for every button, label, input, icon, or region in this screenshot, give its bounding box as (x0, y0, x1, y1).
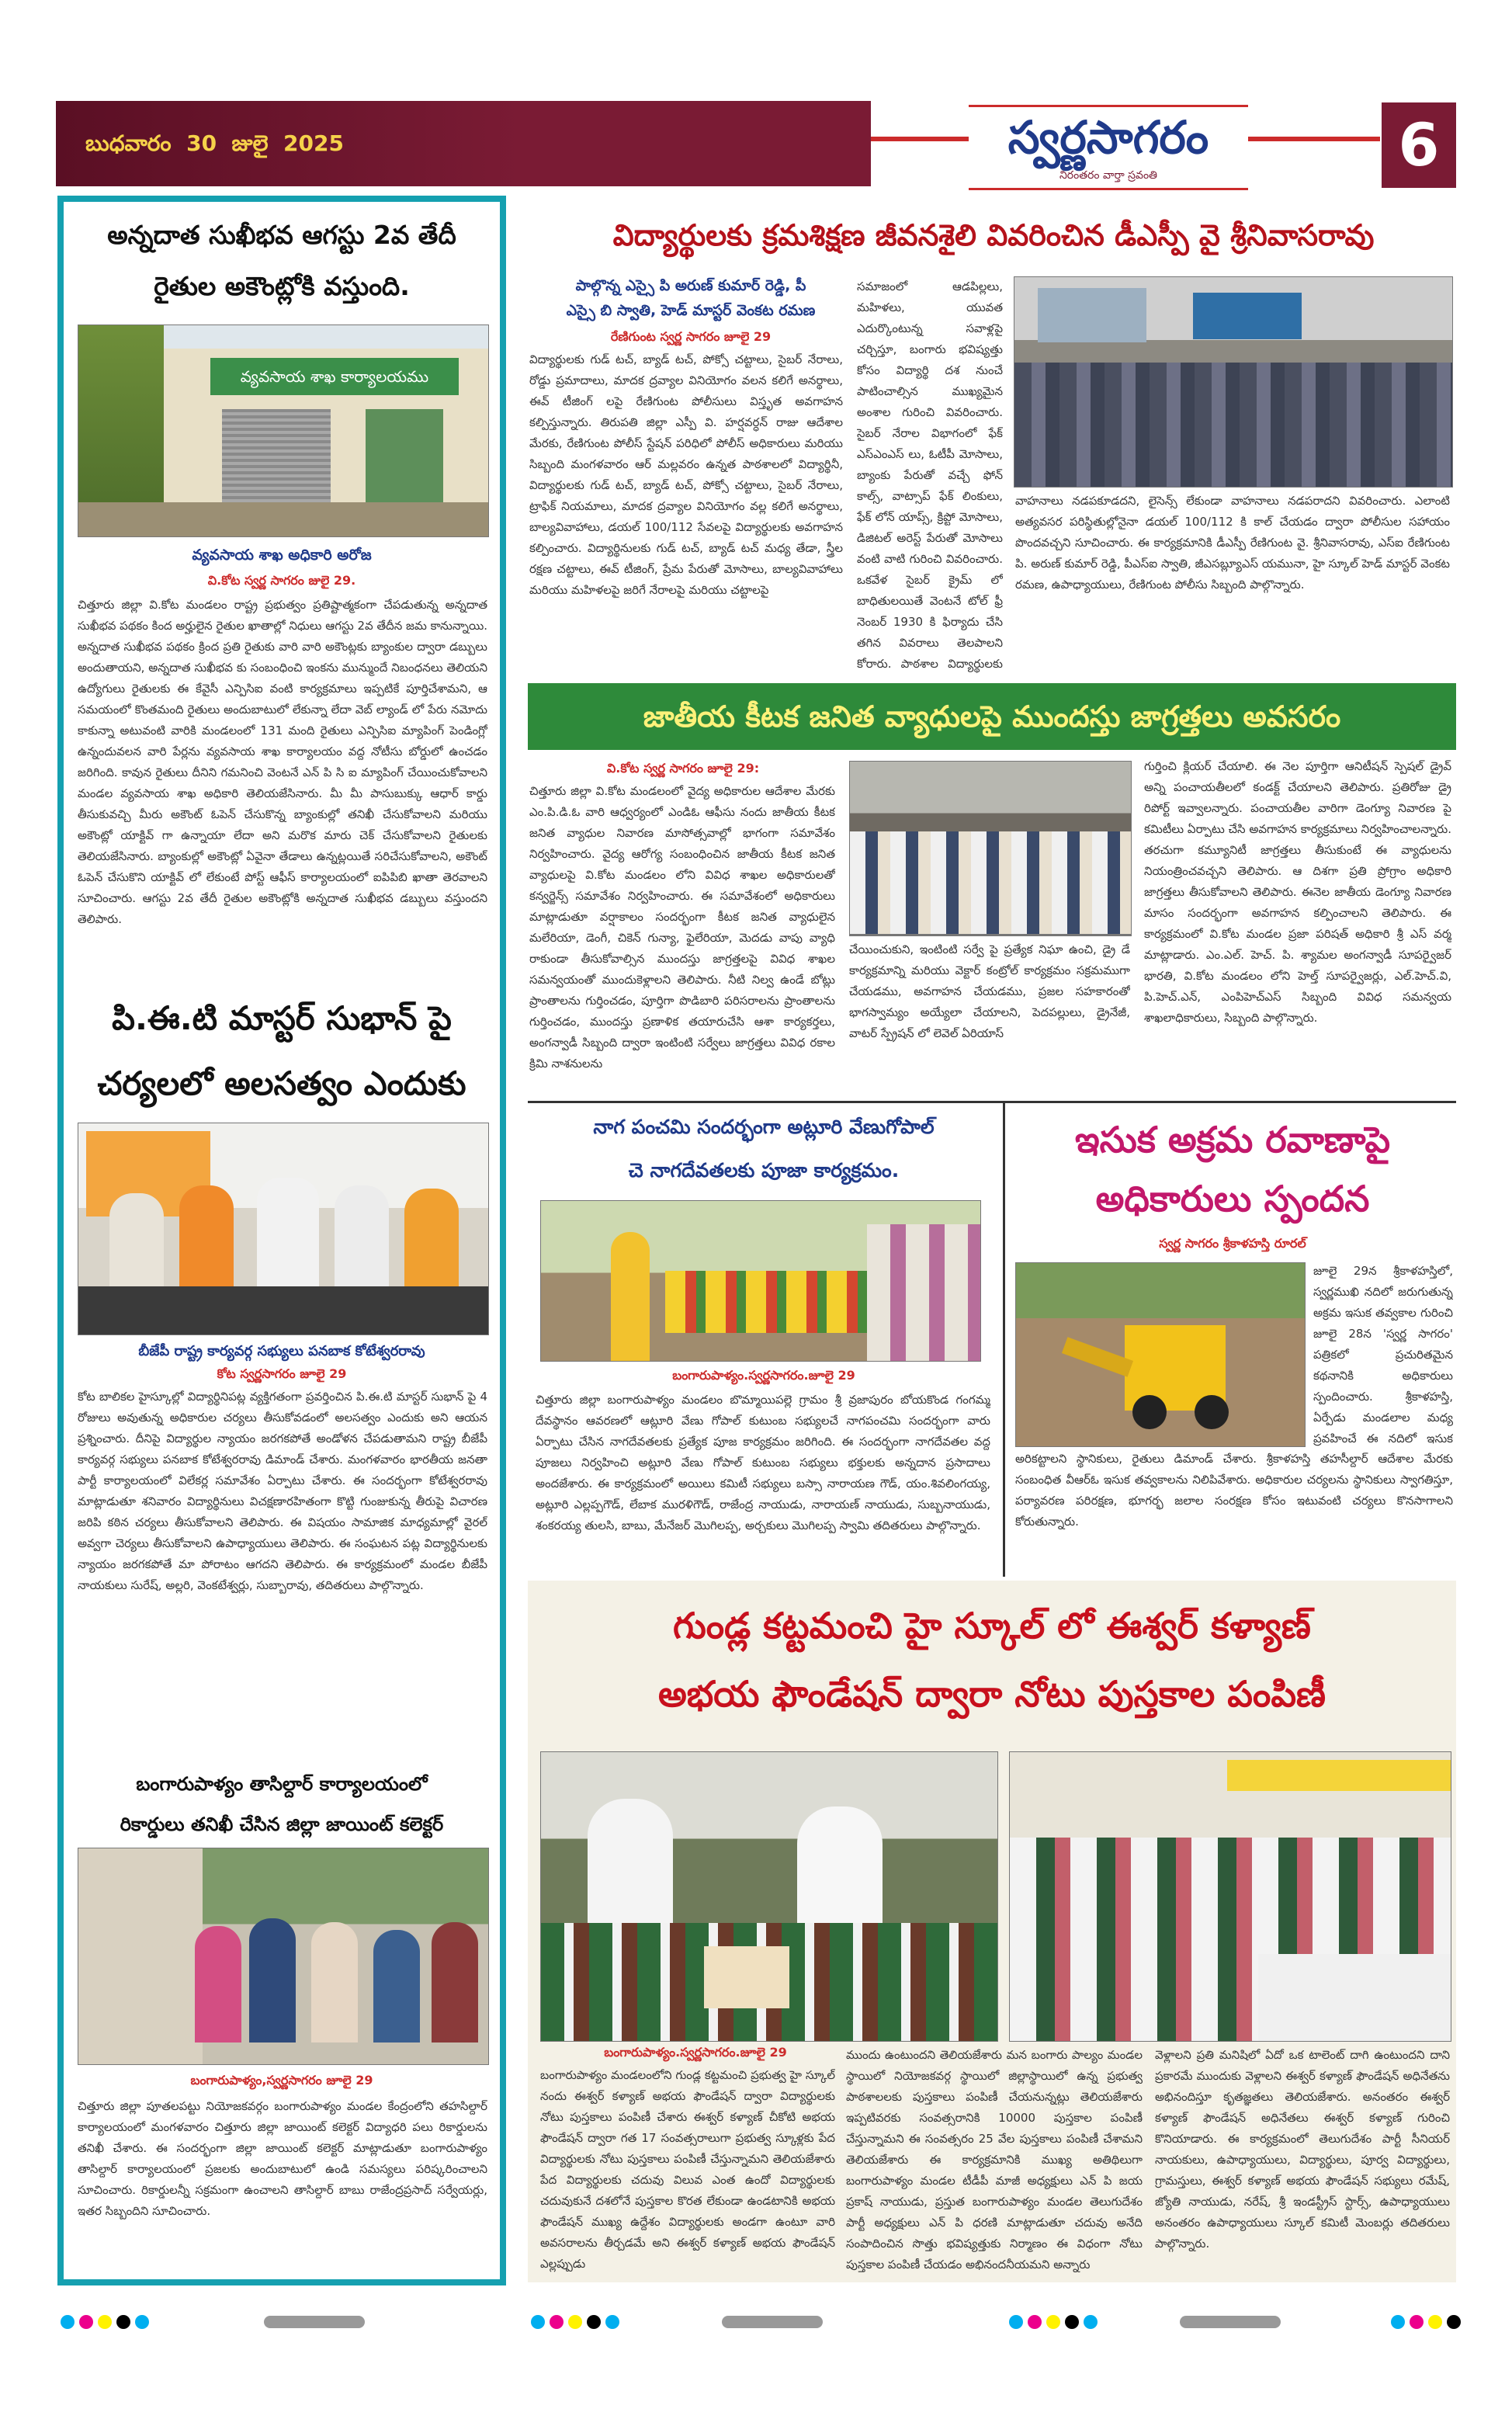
story3-headline (75, 1764, 489, 1845)
sand-body-bottom: అరికట్టాలని స్థానికులు, రైతులు డిమాండ్ చేశారు. శ్రీకాళహస్తి తహసీల్దార్ ఆదేశాల మేరకు సంబంధిత వీఆర్ఓ ఇసుక తవ్వకాలను నిలిపివేశారు. అధికారుల చర్యలను స్థానికులు స్వాగతిస్తూ, పర్యావరణ పరిరక్షణ, భూగర్భ జలాల సంరక్షణ కోసం ఇటువంటి చర్యలు కొనసాగాలని కోరుతున్నారు. (1015, 1452, 1453, 1529)
reg-dot (1028, 2315, 1042, 2329)
photo-table (78, 1286, 488, 1334)
reg-dot (1046, 2315, 1060, 2329)
story1-body: చిత్తూరు జిల్లా వి.కోట మండలం రాష్ట్ర ప్రభుత్వం ప్రతిష్టాత్మకంగా చేపడుతున్న అన్నదాత సుఖీభవ పథకం కింద అర్హులైన రైతుల ఖాతాల్లో నిధులు ఆగస్టు 2వ తేదీన జమ కానున్నాయి. అన్నదాత సుఖీభవ పథకం క్రింద ప్రతి రైతుకు వారి వారి అకౌంట్లకు బ్యాంకుల ద్వారా డబ్బులు అందుతాయని, అన్నదాత సుఖీభవ కు సంబంధించి ఇంకను మున్ముందే నిబంధనలు తెలియని ఉద్యోగులు రైతులకు ఈ కేవైసీ ఎన్పిసిఐ వంటి కార్యక్రమాలు ఇప్పటికే పూర్తిచేశామని, ఆ సమయంలో కొంతమంది రైతులు అందుబాటులో లేకున్నా లేదా వెబ్ ల్యాండ్ లో పేరు నమోదు కాకున్నా అటువంటి వారికి మండలంలో 131 మంది రైతులు ఎన్పిసిఐ మ్యాపింగ్ పెండింగ్లో ఉన్నందువలన వారి పేర్లను వ్యవసాయ శాఖ కార్యాలయం వద్ద నోటీసు బోర్డులో ఉంచడం జరిగింది. కావున రైతులు దీనిని గమనించి వెంటనే ఎన్ పి సి ఐ మ్యాపింగ్ చేయించుకోవాలని మండల వ్యవసాయ శాఖ అధికారి తెలియజేసినారు. మీ మీ పాసుబుక్కు ఆధార్ కార్డు తీసుకువచ్చి మీరు అకౌంట్ ఓపెన్ చేసుకొన్న బ్యాంకుల్లో తనిఖీ చేసుకోవాలని మరియు అకౌంట్లో యాక్టివ్ గా ఉన్నాయా లేదా అని మరొక మారు చెక్ చేసుకోవాలని రైతులకు తెలియజేసినారు. బ్యాంకుల్లో అకౌంట్లో ఏవైనా తేడాలు ఉన్నట్లయితే సరిచేసుకోవాలని, అకౌంట్ ఓపెన్ చేసుకొని యాక్టివ్ లో లేకుంటే పోస్ట్ ఆఫీస్ కార్యాలయంలో ఐపిపిబి ఖాతా తెరవాలని సూచించారు. ఆగస్టు 2వ తేదీ రైతుల అకౌంట్లోకి అన్నదాత సుఖీభవ డబ్బులు వస్తుందని తెలిపారు. (78, 598, 487, 926)
photo-audience (850, 831, 1131, 934)
reg-dot (605, 2315, 619, 2329)
masthead-rule-right (1248, 137, 1380, 141)
story1-photo (78, 325, 489, 537)
story2-dateline: కోట స్వర్ణసాగరం జూలై 29 (217, 1366, 347, 1381)
photo-notebook (704, 1946, 789, 2008)
reg-dot (587, 2315, 601, 2329)
books-body-col2: ముందు ఉంటుందని తెలియజేశారు మన బంగారు పాల్యం మండల స్థాయిలో నియోజకవర్గ స్థాయిలో జిల్లాస్థాయిలో ఉన్న ప్రభుత్వ పాఠశాలలకు పుస్తకాలు పంపిణీ చేయనున్నట్లు తెలియజేశారు ఇప్పటివరకు సంవత్సరానికి 10000 పుస్తకాల పంపిణీ చేస్తున్నామని ఈ సంవత్సరం 25 వేల పుస్తకాలు పంపిణీ చేశామని తెలియజేశారు ఈ కార్యక్రమానికి ముఖ్య అతిథిలుగా బంగారుపాళ్యం మండల టీడీపీ మాజీ అధ్యక్షులు ఎన్ పి జయ ప్రకాష్ నాయుడు, ప్రస్తుత బంగారుపాళ్యం మండల తెలుగుదేశం పార్టీ అధ్యక్షులు ఎన్ పి ధరణి మాట్లాడుతూ చదువు అనేది సంపాదించిన సొత్తు భవిష్యత్తుకు నిర్మాణం ఈ విధంగా నోటు పుస్తకాల పంపిణీ చేయడం అభినందనీయమని అన్నారు (846, 2048, 1143, 2272)
dsp-subhead (528, 273, 854, 323)
divider-mid (528, 1101, 1456, 1103)
dsp-body-right: వాహనాలు నడపకూడదని, లైసెన్స్ లేకుండా వాహనాలు నడపరాదని వివరించారు. ఎలాంటి అత్యవసర పరిస్థితుల్లోనైనా డయల్ 100/112 కి కాల్ చేయడం ద్వారా పోలీసుల సహాయం పొందవచ్చని సూచించారు. ఈ కార్యక్రమానికి డీఎస్పీ రేణిగుంట వై. శ్రీనివాసరావు, ఎస్ఐ రేణిగుంట పి. అరుణ్ కుమార్ రెడ్డి, పీఎస్ఐ స్వాతి, జీఎసబ్ల్యూఎస్ యమునా, హై స్కూల్ హెడ్ మాస్టర్ వెంకట రమణ, ఉపాధ్యాయులు, రేణిగుంట పోలీసు సిబ్బంది పాల్గొన్నారు. (1015, 494, 1450, 592)
dsp-body-col2: సమాజంలో ఆడపిల్లలు, మహిళలు, యువత ఎదుర్కొంటున్న సవాళ్లపై చర్చిస్తూ, బంగారు భవిష్యత్తు కోసం విద్యార్థి దశ నుంచే పాటించాల్సిన ముఖ్యమైన అంశాల గురించి వివరించారు. సైబర్ నేరాల విభాగంలో ఫేక్ ఎస్ఎంఎస్ లు, ఓటీపీ మోసాలు, బ్యాంకు పేరుతో వచ్చే ఫోన్ కాల్స్, వాట్సాప్ ఫేక్ లింకులు, ఫేక్ లోన్ యాప్స్, క్రిప్టో మోసాలు, డిజిటల్ అరెస్ట్ పేరుతో మోసాలు వంటి వాటి గురించి వివరించారు. ఒకవేళ సైబర్ క్రైమ్ లో బాధితులయితే వెంటనే టోల్ ఫ్రీ నెంబర్ 1930 కి ఫిర్యాదు చేసి తగిన వివరాలు తెలపాలని కోరారు. పాఠశాల విద్యార్థులకు (857, 279, 1003, 671)
story1-headline-line1: అన్నదాత సుఖీభవ ఆగస్టు 2వ తేదీ (107, 220, 456, 250)
paper-tagline: నిరంతరం వార్తా స్రవంతి (1059, 169, 1158, 182)
insect-dateline: వి.కోట స్వర్ణ సాగరం జూలై 29: (606, 761, 760, 776)
dsp-subhead-line2: ఎస్సై బి స్వాతి, హెడ్ మాస్టర్ వెంకట రమణ (566, 302, 816, 319)
naga-dateline: బంగారుపాళ్యం.స్వర్ణసాగరం.జూలై 29 (672, 1368, 855, 1383)
books-body-col1: బంగారుపాళ్యం మండలంలోని గుండ్ల కట్టమంచి ప్రభుత్వ హై స్కూల్ నందు ఈశ్వర్ కళ్యాణ్ అభయ ఫౌండేషన్ ద్వారా విద్యార్థులకు నోటు పుస్తకాలు పంపిణీ చేశారు ఈశ్వర్ కళ్యాణ్ చీకోటి అభయ ఫౌండేషన్ ద్వారా గత 17 సంవత్సరాలుగా ప్రభుత్వ స్కూళ్లకు పేద విద్యార్థులకు నోటు పుస్తకాలు పంపిణీ చేస్తున్నామని తెలియజేశారు పేద విద్యార్థులకు చదువు విలువ ఎంత ఉందో విద్యార్థులకు చదువుకునే దశలోనే పుస్తకాల కొరత లేకుండా ఉండటానికి అభయ ఫౌండేషన్ ముఖ్య ఉద్దేశం విద్యార్థులకు అండగా ఉంటూ వారి అవసరాలను తీర్చడమే అని ఈశ్వర్ కళ్యాణ్ అభయ ఫౌండేషన్ ఎల్లప్పుడు (540, 2068, 835, 2271)
story1-dateline: వి.కోట స్వర్ణ సాగరం జులై 29. (207, 573, 356, 588)
reg-dot (61, 2315, 75, 2329)
insect-photo-2 (849, 935, 1132, 936)
page-number-box (1382, 102, 1456, 188)
story2-headline (75, 986, 489, 1116)
photo-person-3 (257, 1178, 319, 1294)
books-photo-1 (540, 1751, 998, 2042)
photo-person-2 (179, 1185, 234, 1294)
insect-body-col1: చిత్తూరు జిల్లా వి.కోట మండలంలో వైద్య అధికారుల ఆదేశాల మేరకు ఎం.పి.డి.ఓ వారి ఆధ్వర్యంలో ఎండిఓ ఆఫీసు నందు జాతీయ కీటక జనిత వ్యాధుల నివారణ మాసోత్సవాల్లో భాగంగా సమావేశం నిర్వహించారు. వైద్య ఆరోగ్య సంబంధించిన జాతీయ కీటక జనిత వ్యాధులపై వి.కోట మండలం లోని వివిధ శాఖల అధికారులతో కన్వర్జెన్స్ సమావేశం నిర్వహించారు. ఈ సమావేశంలో అధికారులు మాట్లాడుతూ వర్షాకాలం సందర్భంగా కీటక జనిత వ్యాధులైన మలేరియా, డెంగీ, చికెన్ గున్యా, ఫైలేరియా, మెదడు వాపు వ్యాధి రాకుండా తీసుకోవాల్సిన ముందస్తు జాగ్రత్తలపై వివిధ శాఖల సమన్వయంతో ముందుకెళ్లాలని తెలిపారు. నీటి నిల్వ ఉండే బోట్లు ప్రాంతాలను గుర్తించడం, పూర్తిగా పొడిబారి పరిసరాలను ప్రాంతాలను గుర్తించడం, ముందస్తు ప్రణాళిక తయారుచేసి ఆశా కార్యకర్తలు, అంగన్వాడీ సిబ్బంది ద్వారా ఇంటింటి సర్వేలు జాగ్రత్తలు వివిధ రకాల క్రిమి నాశనులను (529, 784, 835, 1071)
story2-headline-line1: పి.ఈ.టి మాస్టర్ సుభాన్ పై (112, 999, 452, 1037)
reg-bar (1180, 2316, 1281, 2328)
dsp-body-col1: విద్యార్థులకు గుడ్ టచ్, బ్యాడ్ టచ్, పోక్సో చట్టాలు, సైబర్ నేరాలు, రోడ్డు ప్రమాదాలు, మాదక ద్రవ్యాల వినియోగం వలన కలిగే అనర్థాలు, ఈవ్ టీజింగ్ లపై రేణిగుంట పోలీసులు విస్తృత అవగాహన కల్పిస్తున్నారు. తిరుపతి జిల్లా ఎస్పీ వి. హర్షవర్ధన్ రాజు ఆదేశాల మేరకు, రేణిగుంట పోలీస్ స్టేషన్ పరిధిలో పోలీస్ అధికారులు మరియు సిబ్బంది మంగళవారం ఆర్ మల్లవరం ఉన్నత పాఠశాలలో విద్యార్థినీ, విద్యార్థులకు గుడ్ టచ్, బ్యాడ్ టచ్, పోక్సో చట్టాలు, సైబర్ నేరాలు, ట్రాఫిక్ నియమాలు, మాదక ద్రవ్యాల వినియోగం వల్ల కలిగే అనర్థాలు, బాల్యవివాహాలు, డయల్ 100/112 సేవలపై విద్యార్థులకు అవగాహన కల్పించారు. విద్యార్థినులకు గుడ్ టచ్, బ్యాడ్ టచ్ మధ్య తేడా, స్త్రీల రక్షణ చట్టాలు, ఈవ్ టీజింగ్, ప్రేమ పేరుతో మోసాలు, బాల్యవివాహాలు మరియు మహిళలపై జరిగే నేరాలపై మరియు చట్టాలపై (529, 352, 843, 597)
naga-headline-line1: నాగ పంచమి సందర్భంగా అట్లూరి వేణుగోపాల్ (593, 1116, 935, 1138)
photo-classroom-board (1193, 293, 1302, 339)
photo-excavator-wheel-2 (1195, 1395, 1229, 1429)
story2-body: కోట బాలికల హైస్కూల్లో విద్యార్థినిపట్ల వ్యక్తిగతంగా ప్రవర్తించిన పి.ఈ.టి మాస్టర్ సుభాన్ పై 4 రోజులు అవుతున్న అధికారుల చర్యలు తీసుకోవడంలో అలసత్వం ఎందుకు అని ఆయన ప్రశ్నించారు. దీనిపై విద్యార్థుల న్యాయం జరగకపోతే అండోళన చేపడుతామని రాష్ట్ర బీజేపీ కార్యవర్గ సభ్యులు పనబాక కోటేశ్వరరావు డిమాండ్ చేశారు. మంగళవారం భారతీయ జనతా పార్టీ కార్యాలయంలో విలేకర్ల సమావేశం ఏర్పాటు చేశారు. ఈ సందర్భంగా కోటేశ్వరరావు మాట్లాడుతూ శనివారం విద్యార్థినులు విచక్షణారహితంగా కొట్టి గుంజుకున్న తీరుపై విచారణ జరిపి కఠిన చర్యలు తీసుకోవాలని తెలిపారు. ఈ విషయం సామాజిక మాధ్యమాల్లో వైరల్ అవ్వగా చెర్యలు తీసుకోవాలని ఉపాధ్యాయులు తెలిపారు. ఈ సంఘటన పట్ల విద్యార్థినులకు న్యాయం జరగకపోతే మా పోరాటం ఆగదని తెలిపారు. ఈ కార్యక్రమంలో మండల బీజేపీ నాయకులు సురేష్, అల్లరి, వెంకటేశ్వర్లు, సుబ్బారావు, తదితరులు పాల్గొన్నారు. (78, 1390, 487, 1592)
photo-person-a (195, 1926, 241, 2042)
photo-idols (665, 1271, 867, 1333)
masthead-rule-left (871, 137, 972, 141)
photo-priest (611, 1232, 650, 1361)
books-headline-line1: గుండ్ల కట్టమంచి హై స్కూల్ లో ఈశ్వర్ కళ్యాణ్ (673, 1605, 1311, 1647)
photo-people (867, 1224, 980, 1361)
story3-dateline: బంగారుపాళ్యం,స్వర్ణసాగరం జూలై 29 (190, 2073, 373, 2088)
story3-photo (78, 1848, 489, 2065)
books-headline-line2: అభయ ఫౌండేషన్ ద్వారా నోటు పుస్తకాల పంపిణీ (657, 1673, 1326, 1715)
photo-shutter (222, 409, 331, 502)
photo-person-e (432, 1922, 478, 2042)
masthead-logo (969, 105, 1248, 190)
photo-person-c (311, 1922, 358, 2042)
photo-person-b (249, 1918, 296, 2042)
story1-headline-line2: రైతుల అకౌంట్లోకి వస్తుంది. (154, 271, 410, 301)
divider-vertical (1003, 1103, 1005, 1577)
story2-headline-line2: చర్యలలో అలసత్వం ఎందుకు (97, 1064, 466, 1102)
insect-body-right: గుర్తించి క్లియర్ చేయాలి. ఈ నెల పూర్తిగా ఆనిటీషన్ స్పెషల్ డ్రైవ్ అన్ని పంచాయతీలలో కండక్ట్ చేయాలని తెలిపారు. ప్రతిరోజు డ్రై రిపోర్ట్ ఇవ్వాలన్నారు. పంచాయతీల వారిగా డెంగ్యూ నివారణ పై కమిటీలు ఏర్పాటు చేసి అవగాహన కార్యక్రమాలు నిర్వహించాలన్నారు. తరచుగా కమ్యూనిటీ జాగ్రత్తలు తీసుకుంటే ఈ వ్యాధులను నియంత్రించవచ్చని తెలిపారు. ఆ దిశగా ప్రతి ప్రోగ్రాం అధికారి జాగ్రత్తలు తీసుకోవాలని తెలిపారు. ఈనెల జాతీయ డెంగ్యూ నివారణ మాసం సందర్భంగా అవగాహన కల్పించాలని తెలిపారు. ఈ కార్యక్రమంలో వి.కోట మండల ప్రజా పరిషత్ అధికారి శ్రీ ఎస్ వర్మ మాట్లాడారు. ఎం.ఎల్. హెచ్. పి. శ్యామల అంగన్వాడీ సూపర్వైజర్ భారతి, వి.కోట మండలం లోని హెల్త్ సూపర్వైజర్లు, ఎల్.హెచ్.వి, పి.హెచ్.ఎన్, ఎంపిహెచ్ఎస్ సిబ్బంది వివిధ సమన్వయ శాఖలాధికారులు, సిబ్బంది పాల్గొన్నారు. (1144, 759, 1451, 1025)
dsp-subhead-line1: పాల్గొన్న ఎస్సై పి అరుణ్ కుమార్ రెడ్డి, పీ (575, 277, 806, 294)
sand-photo (1015, 1262, 1306, 1447)
reg-dot (116, 2315, 130, 2329)
story3-body: చిత్తూరు జిల్లా పూతలపట్టు నియోజకవర్గం బంగారుపాళ్యం మండల కేంద్రంలోని తహసిల్దార్ కార్యాలయంలో మంగళవారం చిత్తూరు జిల్లా జాయింట్ కలెక్టర్ విద్యాధరి పలు రికార్డులను తనిఖీ చేశారు. ఈ సందర్భంగా జిల్లా జాయింట్ కలెక్టర్ మాట్లాడుతూ బంగారుపాళ్యం తాసిల్దార్ కార్యాలయంలో ప్రజలకు అందుబాటులో ఉండి సమస్యలు పరిష్కరించాలని సూచించారు. రికార్డులన్నీ సక్రమంగా ఉంచాలని తాసిల్దార్ బాబు రాజేంద్రప్రసాద్ సర్వేయర్లు, ఇతర సిబ్బందిని సూచించారు. (78, 2099, 487, 2218)
story3-headline-line2: రికార్డులు తనిఖీ చేసిన జిల్లా జాయింట్ కలెక్టర్ (120, 1813, 444, 1835)
photo-person-d (373, 1930, 420, 2042)
reg-dot (568, 2315, 582, 2329)
reg-dot (98, 2315, 112, 2329)
photo-door (366, 409, 443, 502)
reg-bar (264, 2316, 365, 2328)
reg-dot (1447, 2315, 1461, 2329)
reg-dot (1428, 2315, 1442, 2329)
reg-dot (135, 2315, 149, 2329)
books-body-col3: వెళ్లాలని ప్రతి మనిషిలో ఏదో ఒక టాలెంట్ దాగి ఉంటుందని దాని ప్రకారమే ముందుకు వెళ్లాలని ఈశ్వర్ కళ్యాణ్ ఫౌండేషన్ అధినేతను అభినందిస్తూ కృతజ్ఞతలు తెలియజేశారు. అనంతరం ఈశ్వర్ కళ్యాణ్ ఫౌండేషన్ అధినేతలు ఈశ్వర్ కళ్యాణ్ గురించి కొనియాడారు. ఈ కార్యక్రమంలో తెలుగుదేశం పార్టీ సీనియర్ నాయకులు, ఉపాధ్యాయులు, విద్యార్థులు, పూర్వ విద్యార్థులు, గ్రామస్తులు, ఈశ్వర్ కళ్యాణ్ అభయ ఫౌండేషన్ సభ్యులు రమేష్, జ్యోతి నాయుడు, నరేష్, శ్రీ ఇండస్ట్రీస్ స్టార్స్, ఉపాధ్యాయులు అనంతరం ఉపాధ్యాయులు స్కూల్ కమిటీ మెంబర్లు తదితరులు పాల్గొన్నారు. (1155, 2048, 1450, 2251)
reg-bar (722, 2316, 823, 2328)
photo-table-cloth (1258, 1954, 1451, 2041)
issue-date: బుధవారం 30 జులై 2025 (85, 130, 344, 156)
photo-person-1 (109, 1193, 164, 1294)
dsp-photo (1014, 276, 1453, 488)
insect-headline: జాతీయ కీటక జనిత వ్యాధులపై ముందస్తు జాగ్రత్తలు అవసరం (643, 699, 1341, 734)
reg-dot (1084, 2315, 1098, 2329)
naga-headline (529, 1105, 998, 1192)
photo-person-4 (335, 1185, 389, 1294)
photo-students (1014, 363, 1452, 487)
photo-excavator-arm (1062, 1337, 1133, 1376)
photo-board: వ్యవసాయ శాఖ కార్యాలయము (210, 358, 459, 395)
paper-name: స్వర్ణసాగరం (1007, 111, 1209, 164)
insect-body-col2: చేయించుకుని, ఇంటింటి సర్వే పై ప్రత్యేక నిఘా ఉంచి, డ్రై డే కార్యక్రమాన్ని మరియు వెక్టార్ కంట్రోల్ కార్యక్రమం సక్రమముగా చేయడము, అవగాహన చేయడము, ప్రజల సహకారంతో భాగస్వామ్యం అయ్యేలా చేయాలని, పెదపల్లులు, డ్రైనేజీ, వాటర్ స్ప్రేషన్ లో లెవెల్ ఏరియాస్ (849, 942, 1130, 1040)
sand-headline-line1: ఇసుక అక్రమ రవాణాపై (1074, 1119, 1391, 1161)
photo-ground (78, 502, 488, 536)
insect-photo (849, 761, 1132, 935)
reg-dot (1065, 2315, 1079, 2329)
books-dateline: బంగారుపాళ్యం.స్వర్ణసాగరం.జూలై 29 (604, 2045, 787, 2060)
naga-body: చిత్తూరు జిల్లా బంగారుపాళ్యం మండలం బొమ్మాయిపల్లె గ్రామం శ్రీ వ్రజాపురం బోయకొండ గంగమ్మ దేవస్థానం ఆవరణలో ఆట్లూరి వేణు గోపాల్ కుటుంబ సభ్యులచే నాగపంచమి సందర్భంగా వారు ఏర్పాటు చేసిన నాగదేవతలకు ప్రత్యేక పూజ కార్యక్రమం జరిగింది. ఈ సందర్భంగా నాగదేవతల వద్ద పూజలు నిర్వహించి అట్లూరి వేణు గోపాల్ కుటుంబ సభ్యులు భక్తులకు అన్నదాన ప్రసాదాలు అందజేశారు. ఈ కార్యక్రమంలో అయిలు కమిటీ సభ్యులు బస్సా నారాయణ గౌడ్, యం.శివలింగయ్య, అట్లూరి ఎల్లప్పగౌడ్, లేబాక మురళిగౌడ్, రాజేంద్ర నాయుడు, నారాయణ్ నాయుడు, సుబ్బనాయుడు, శంకరయ్య తులసి, బాబు, మేనేజర్ మొగిలప్ప, అర్చకులు మొగిలప్ప స్వామి తదితరులు పాల్గొన్నారు. (536, 1393, 990, 1532)
photo-banner-strip (1227, 1760, 1451, 1791)
story2-photo (78, 1123, 489, 1335)
photo-building-wall (78, 1848, 203, 2064)
story3-headline-line1: బంగారుపాళ్యం తాసిల్దార్ కార్యాలయంలో (136, 1773, 428, 1795)
reg-dot (1009, 2315, 1023, 2329)
reg-dot (531, 2315, 545, 2329)
naga-photo (540, 1200, 981, 1362)
reg-dot (1410, 2315, 1424, 2329)
reg-dot (550, 2315, 564, 2329)
books-headline (528, 1591, 1456, 1728)
photo-person-5 (404, 1189, 459, 1294)
naga-headline-line2: చె నాగదేవతలకు పూజా కార్యక్రమం. (628, 1159, 900, 1182)
sand-dateline: స్వర్ణ సాగరం శ్రీకాళహస్తి రూరల్ (1159, 1236, 1306, 1251)
sand-headline-line2: అధికారులు స్పందన (1095, 1178, 1370, 1220)
photo-window (1038, 288, 1146, 342)
books-photo-2 (1009, 1751, 1451, 2042)
dsp-dateline: రేణిగుంట స్వర్ణ సాగరం జూలై 29 (610, 329, 772, 344)
story1-headline (75, 210, 489, 312)
page-number: 6 (1398, 110, 1440, 179)
sand-headline (1009, 1110, 1456, 1228)
dsp-headline: విద్యార్థులకు క్రమశిక్షణ జీవనశైలి వివరించిన డీఎస్పీ వై శ్రీనివాసరావు (612, 218, 1375, 252)
story2-caption: బీజేపీ రాష్ట్ర కార్యవర్గ సభ్యులు పనబాక కోటేశ్వరరావు (138, 1343, 425, 1359)
story1-caption: వ్యవసాయ శాఖ అధికారి అరోజ (192, 547, 372, 564)
photo-excavator-wheel (1132, 1395, 1167, 1429)
sand-body-side: జూలై 29న శ్రీకాళహస్తిలో, స్వర్ణముఖి నదిలో జరుగుతున్న అక్రమ ఇసుక తవ్వకాల గురించి జూలై 28న 'స్వర్ణ సాగరం' పత్రికలో ప్రచురితమైన కథనానికి అధికారులు స్పందించారు. శ్రీకాళహస్తి, ఏర్పేడు మండలాల మధ్య ప్రవహించే ఈ నదిలో ఇసుక (1313, 1264, 1453, 1446)
reg-dot (1391, 2315, 1405, 2329)
reg-dot (79, 2315, 93, 2329)
